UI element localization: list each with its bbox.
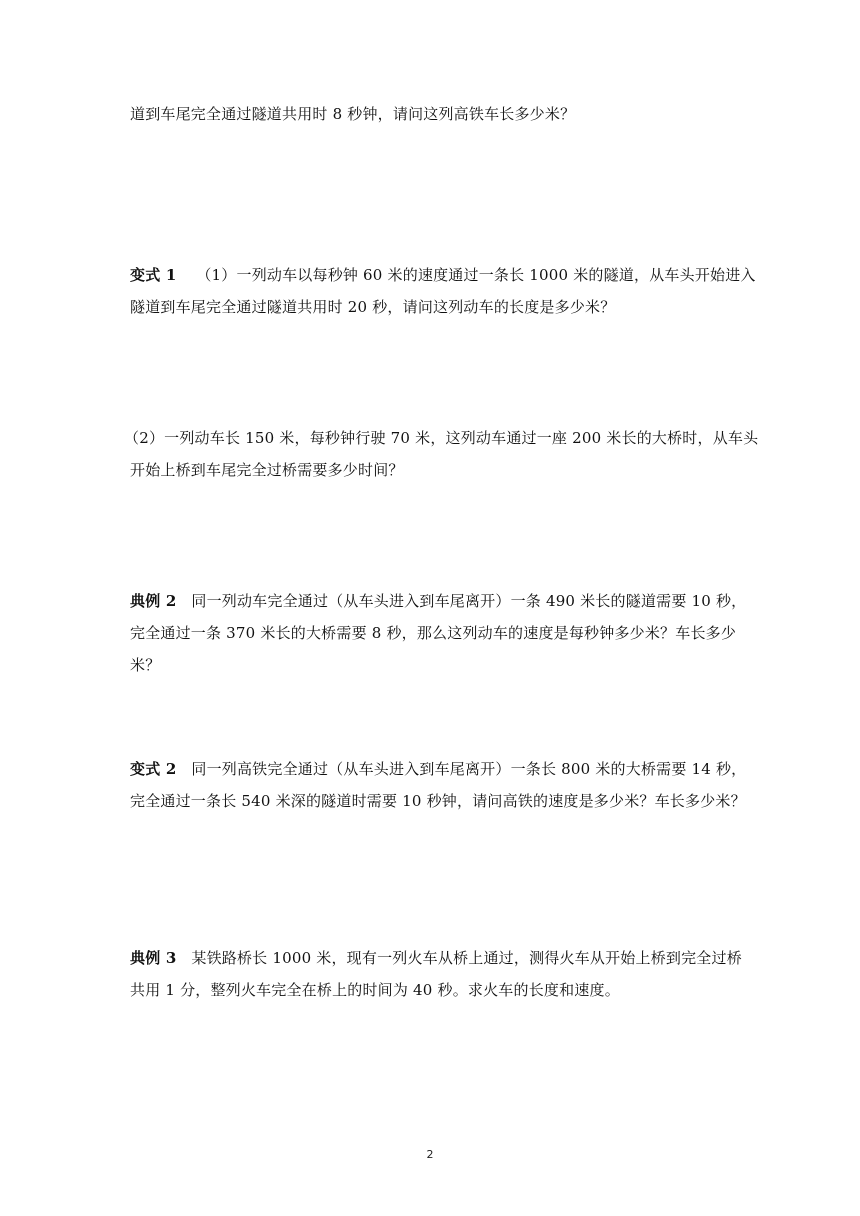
text-line: 完全通过一条 370 米长的大桥需要 8 秒，那么这列动车的速度是每秒钟多少米？车长多少	[130, 624, 737, 642]
problem-label: 变式 1	[130, 266, 177, 284]
text-line: （2）一列动车长 150 米，每秒钟行驶 70 米，这列动车通过一座 200 米长的大桥时，从车头	[124, 429, 759, 447]
variant-1-part-1	[130, 259, 756, 323]
page-number: 2	[426, 1148, 434, 1161]
problem-continuation	[130, 98, 732, 130]
text-segment: 某铁路桥长 1000 米，现有一列火车从桥上通过，测得火车从开始上桥到完全过桥	[191, 949, 742, 967]
text-line	[130, 585, 747, 617]
text-line: 开始上桥到车尾完全过桥需要多少时间？	[130, 461, 404, 479]
text-line	[130, 259, 756, 291]
example-3	[130, 942, 742, 1006]
text-line: 共用 1 分，整列火车完全在桥上的时间为 40 秒。求火车的长度和速度。	[130, 981, 620, 999]
text-line	[130, 942, 742, 974]
example-2	[130, 585, 747, 681]
variant-2	[130, 753, 747, 817]
text-line: 米？	[130, 656, 161, 674]
text-line	[130, 753, 747, 785]
text-line: 完全通过一条长 540 米深的隧道时需要 10 秒钟，请问高铁的速度是多少米？车长多少米？	[130, 792, 746, 810]
problem-label: 典例 3	[130, 949, 177, 967]
variant-1-part-2	[124, 422, 759, 486]
problem-label: 典例 2	[130, 592, 177, 610]
text-segment: 同一列高铁完全通过（从车头进入到车尾离开）一条长 800 米的大桥需要 14 秒，	[191, 760, 747, 778]
problem-label: 变式 2	[130, 760, 177, 778]
text-line: 隧道到车尾完全通过隧道共用时 20 秒，请问这列动车的长度是多少米？	[130, 298, 616, 316]
text-segment: 同一列动车完全通过（从车头进入到车尾离开）一条 490 米长的隧道需要 10 秒，	[191, 592, 747, 610]
text-line: 道到车尾完全通过隧道共用时 8 秒钟，请问这列高铁车长多少米？	[130, 105, 576, 123]
text-segment: （1）一列动车以每秒钟 60 米的速度通过一条长 1000 米的隧道，从车头开始进入	[196, 266, 756, 284]
